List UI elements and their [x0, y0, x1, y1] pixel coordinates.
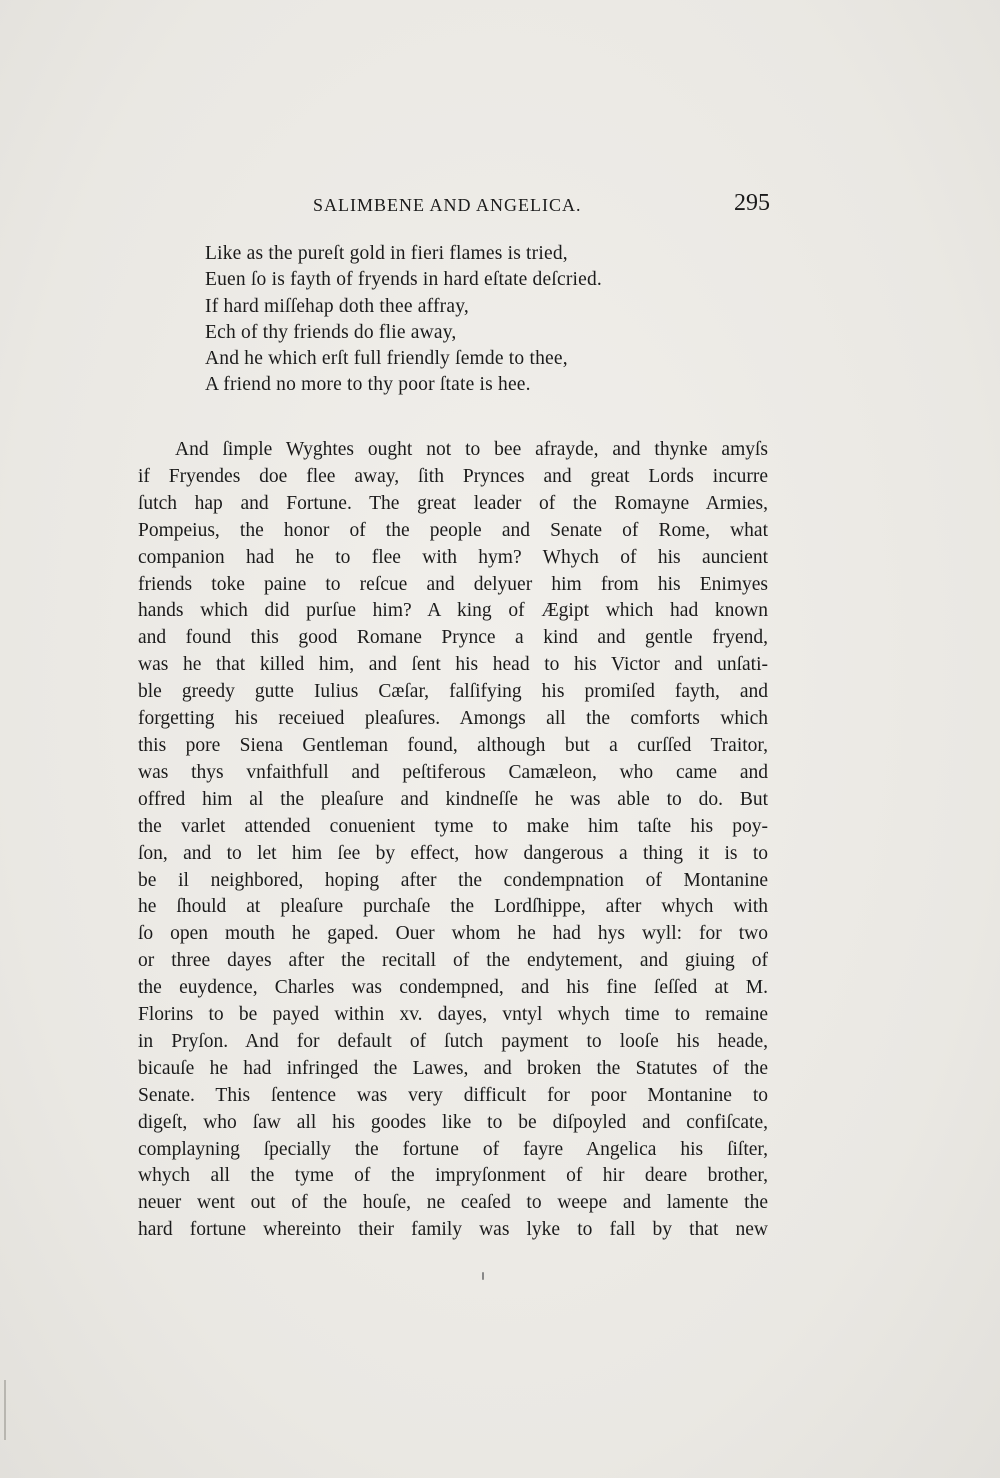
verse-line: A friend no more to thy poor ſtate is hee.: [205, 374, 531, 396]
prose-line: ble greedy gutte Iulius Cæſar, falſifying his promiſed fayth, and: [138, 681, 768, 703]
page-number: 295: [734, 190, 770, 216]
verse-line: Euen ſo is fayth of fryends in hard eſtate deſcried.: [205, 269, 603, 291]
prose-line: the euydence, Charles was condempned, and his fine ſeſſed at M.: [138, 977, 768, 999]
prose-line: be il neighbored, hoping after the condempnation of Montanine: [138, 869, 768, 891]
prose-line: neuer went out of the houſe, ne ceaſed to weepe and lamente the: [138, 1192, 768, 1214]
prose-line: ſutch hap and Fortune. The great leader of the Romayne Armies,: [138, 492, 768, 514]
verse-line: If hard miſſehap doth thee affray,: [205, 295, 469, 317]
verse-line: Like as the pureſt gold in fieri flames is tried,: [205, 243, 568, 264]
prose-line: Pompeius, the honor of the people and Senate of Rome, what: [138, 519, 768, 541]
verse-block: [205, 241, 765, 399]
prose-line: complayning ſpecially the fortune of fayre Angelica his ſiſter,: [138, 1138, 768, 1160]
prose-line: bicauſe he had infringed the Lawes, and broken the Statutes of the: [138, 1057, 768, 1079]
prose-line: hard fortune whereinto their family was lyke to fall by that new: [138, 1219, 768, 1241]
prose-line: ſon, and to let him ſee by effect, how dangerous a thing it is to: [138, 842, 768, 864]
prose-line: offred him al the pleaſure and kindneſſe he was able to do. But: [138, 788, 768, 810]
prose-line: Florins to be payed within xv. dayes, vntyl whych time to remaine: [138, 1004, 768, 1026]
ink-speck: [482, 1272, 484, 1280]
verse-line: Ech of thy friends do flie away,: [205, 321, 457, 343]
prose-line: digeſt, who ſaw all his goodes like to be diſpoyled and confiſcate,: [138, 1111, 768, 1133]
prose-paragraph: [138, 437, 768, 1244]
prose-line: friends toke paine to reſcue and delyuer him from his Enimyes: [138, 573, 768, 595]
prose-line: and found this good Romane Prynce a kind and gentle fryend,: [138, 627, 768, 649]
prose-line: Senate. This ſentence was very difficult for poor Montanine to: [138, 1084, 768, 1106]
prose-line: was thys vnfaithfull and peſtiferous Camæleon, who came and: [138, 761, 768, 783]
prose-line: or three dayes after the recitall of the endytement, and giuing of: [138, 950, 768, 972]
prose-line: And ſimple Wyghtes ought not to bee afrayde, and thynke amyſs: [175, 439, 768, 460]
prose-line: ſo open mouth he gaped. Ouer whom he had hys wyll: for two: [138, 923, 768, 945]
prose-line: if Fryendes doe flee away, ſith Prynces and great Lords incurre: [138, 465, 768, 487]
prose-line: whych all the tyme of the impryſonment of hir deare brother,: [138, 1165, 768, 1187]
page-header: [138, 190, 770, 230]
prose-line: he ſhould at pleaſure purchaſe the Lordſhippe, after whych with: [138, 896, 768, 918]
prose-line: companion had he to flee with hym? Whych of his auncient: [138, 546, 768, 568]
page-edge-mark: [4, 1380, 6, 1440]
prose-line: was he that killed him, and ſent his head to his Victor and unſati-: [138, 654, 768, 676]
prose-line: this pore Siena Gentleman found, although but a curſſed Traitor,: [138, 734, 768, 756]
prose-line: forgetting his receiued pleaſures. Amongs all the comforts which: [138, 708, 768, 730]
prose-line: the varlet attended conuenient tyme to make him taſte his poy-: [138, 815, 768, 837]
verse-line: And he which erſt full friendly ſemde to thee,: [205, 348, 568, 370]
running-title: SALIMBENE AND ANGELICA.: [313, 195, 582, 215]
prose-line: in Pryſon. And for default of ſutch payment to looſe his heade,: [138, 1030, 768, 1052]
prose-line: hands which did purſue him? A king of Ægipt which had known: [138, 600, 768, 622]
